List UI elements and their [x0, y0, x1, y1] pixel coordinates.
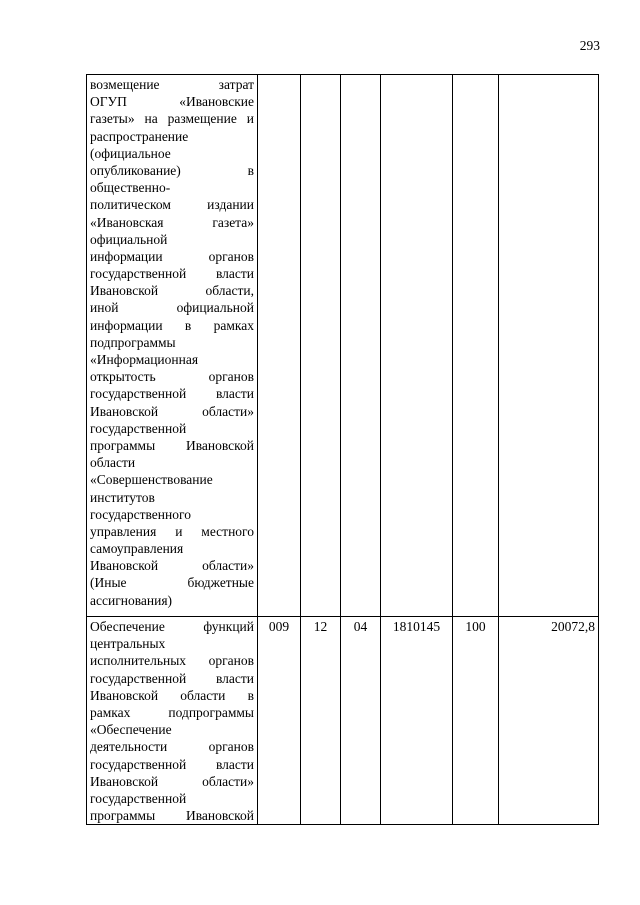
description-line: политическом издании [90, 197, 254, 213]
description-line: Ивановской области» [90, 403, 254, 419]
description-line: «Обеспечение [90, 722, 172, 738]
description-line: управления и местного [90, 523, 254, 539]
description-line: ассигнования) [90, 592, 173, 608]
description-line: информации органов [90, 248, 254, 264]
description-line: «Ивановская газета» [90, 214, 254, 230]
description-line: подпрограммы [90, 334, 176, 350]
description-line: государственной власти [90, 756, 254, 772]
description-line: самоуправления [90, 541, 184, 557]
cell-section [301, 75, 341, 617]
page-number: 293 [579, 38, 600, 53]
description-lines [90, 618, 254, 824]
description-line: (Иные бюджетные [90, 575, 254, 591]
cell-subsection [341, 75, 381, 617]
description-line: возмещение затрат [90, 77, 254, 92]
description-line: Обеспечение функций [90, 619, 254, 634]
table-row [87, 75, 599, 617]
description-line: Ивановской области» [90, 773, 254, 789]
description-line: газеты» на размещение и [90, 111, 254, 127]
description-line: государственной власти [90, 670, 254, 686]
description-line: исполнительных органов [90, 653, 254, 669]
description-line: распространение [90, 128, 189, 144]
cell-section: 12 [301, 617, 341, 825]
description-line: государственной власти [90, 386, 254, 402]
description-line: ОГУП «Ивановские [90, 94, 254, 110]
description-line: государственного [90, 506, 191, 522]
cell-amount [499, 75, 599, 617]
cell-target-article: 1810145 [381, 617, 453, 825]
description-line: центральных [90, 636, 166, 652]
description-line: открытость органов [90, 369, 254, 385]
description-line: «Информационная [90, 352, 199, 367]
budget-table [86, 74, 599, 825]
description-line: Ивановской области, [90, 283, 254, 299]
description-line: области [90, 455, 136, 471]
table-row [87, 617, 599, 825]
row-description [87, 75, 258, 617]
cell-admin-code: 009 [258, 617, 301, 825]
description-line: иной официальной [90, 300, 254, 316]
description-line: деятельности органов [90, 739, 254, 755]
cell-amount: 20072,8 [499, 617, 599, 825]
description-line: Ивановской области» [90, 558, 254, 574]
cell-subsection: 04 [341, 617, 381, 825]
description-line: Ивановской области в [90, 687, 254, 703]
description-line: «Совершенствование [90, 472, 213, 488]
cell-expense-type [453, 75, 499, 617]
cell-admin-code [258, 75, 301, 617]
description-line: опубликование) в [90, 162, 254, 178]
description-line: рамках подпрограммы [90, 704, 254, 720]
description-line: (официальное [90, 145, 171, 161]
description-line: программы Ивановской [90, 808, 254, 824]
description-line: институтов [90, 489, 155, 505]
description-line: государственной [90, 790, 187, 806]
description-line: государственной [90, 420, 187, 436]
description-line: государственной власти [90, 266, 254, 282]
description-lines [90, 76, 254, 609]
description-line: общественно- [90, 180, 171, 196]
row-description [87, 617, 258, 825]
cell-target-article [381, 75, 453, 617]
cell-expense-type: 100 [453, 617, 499, 825]
description-line: программы Ивановской [90, 437, 254, 453]
description-line: официальной [90, 231, 168, 247]
description-line: информации в рамках [90, 317, 254, 333]
